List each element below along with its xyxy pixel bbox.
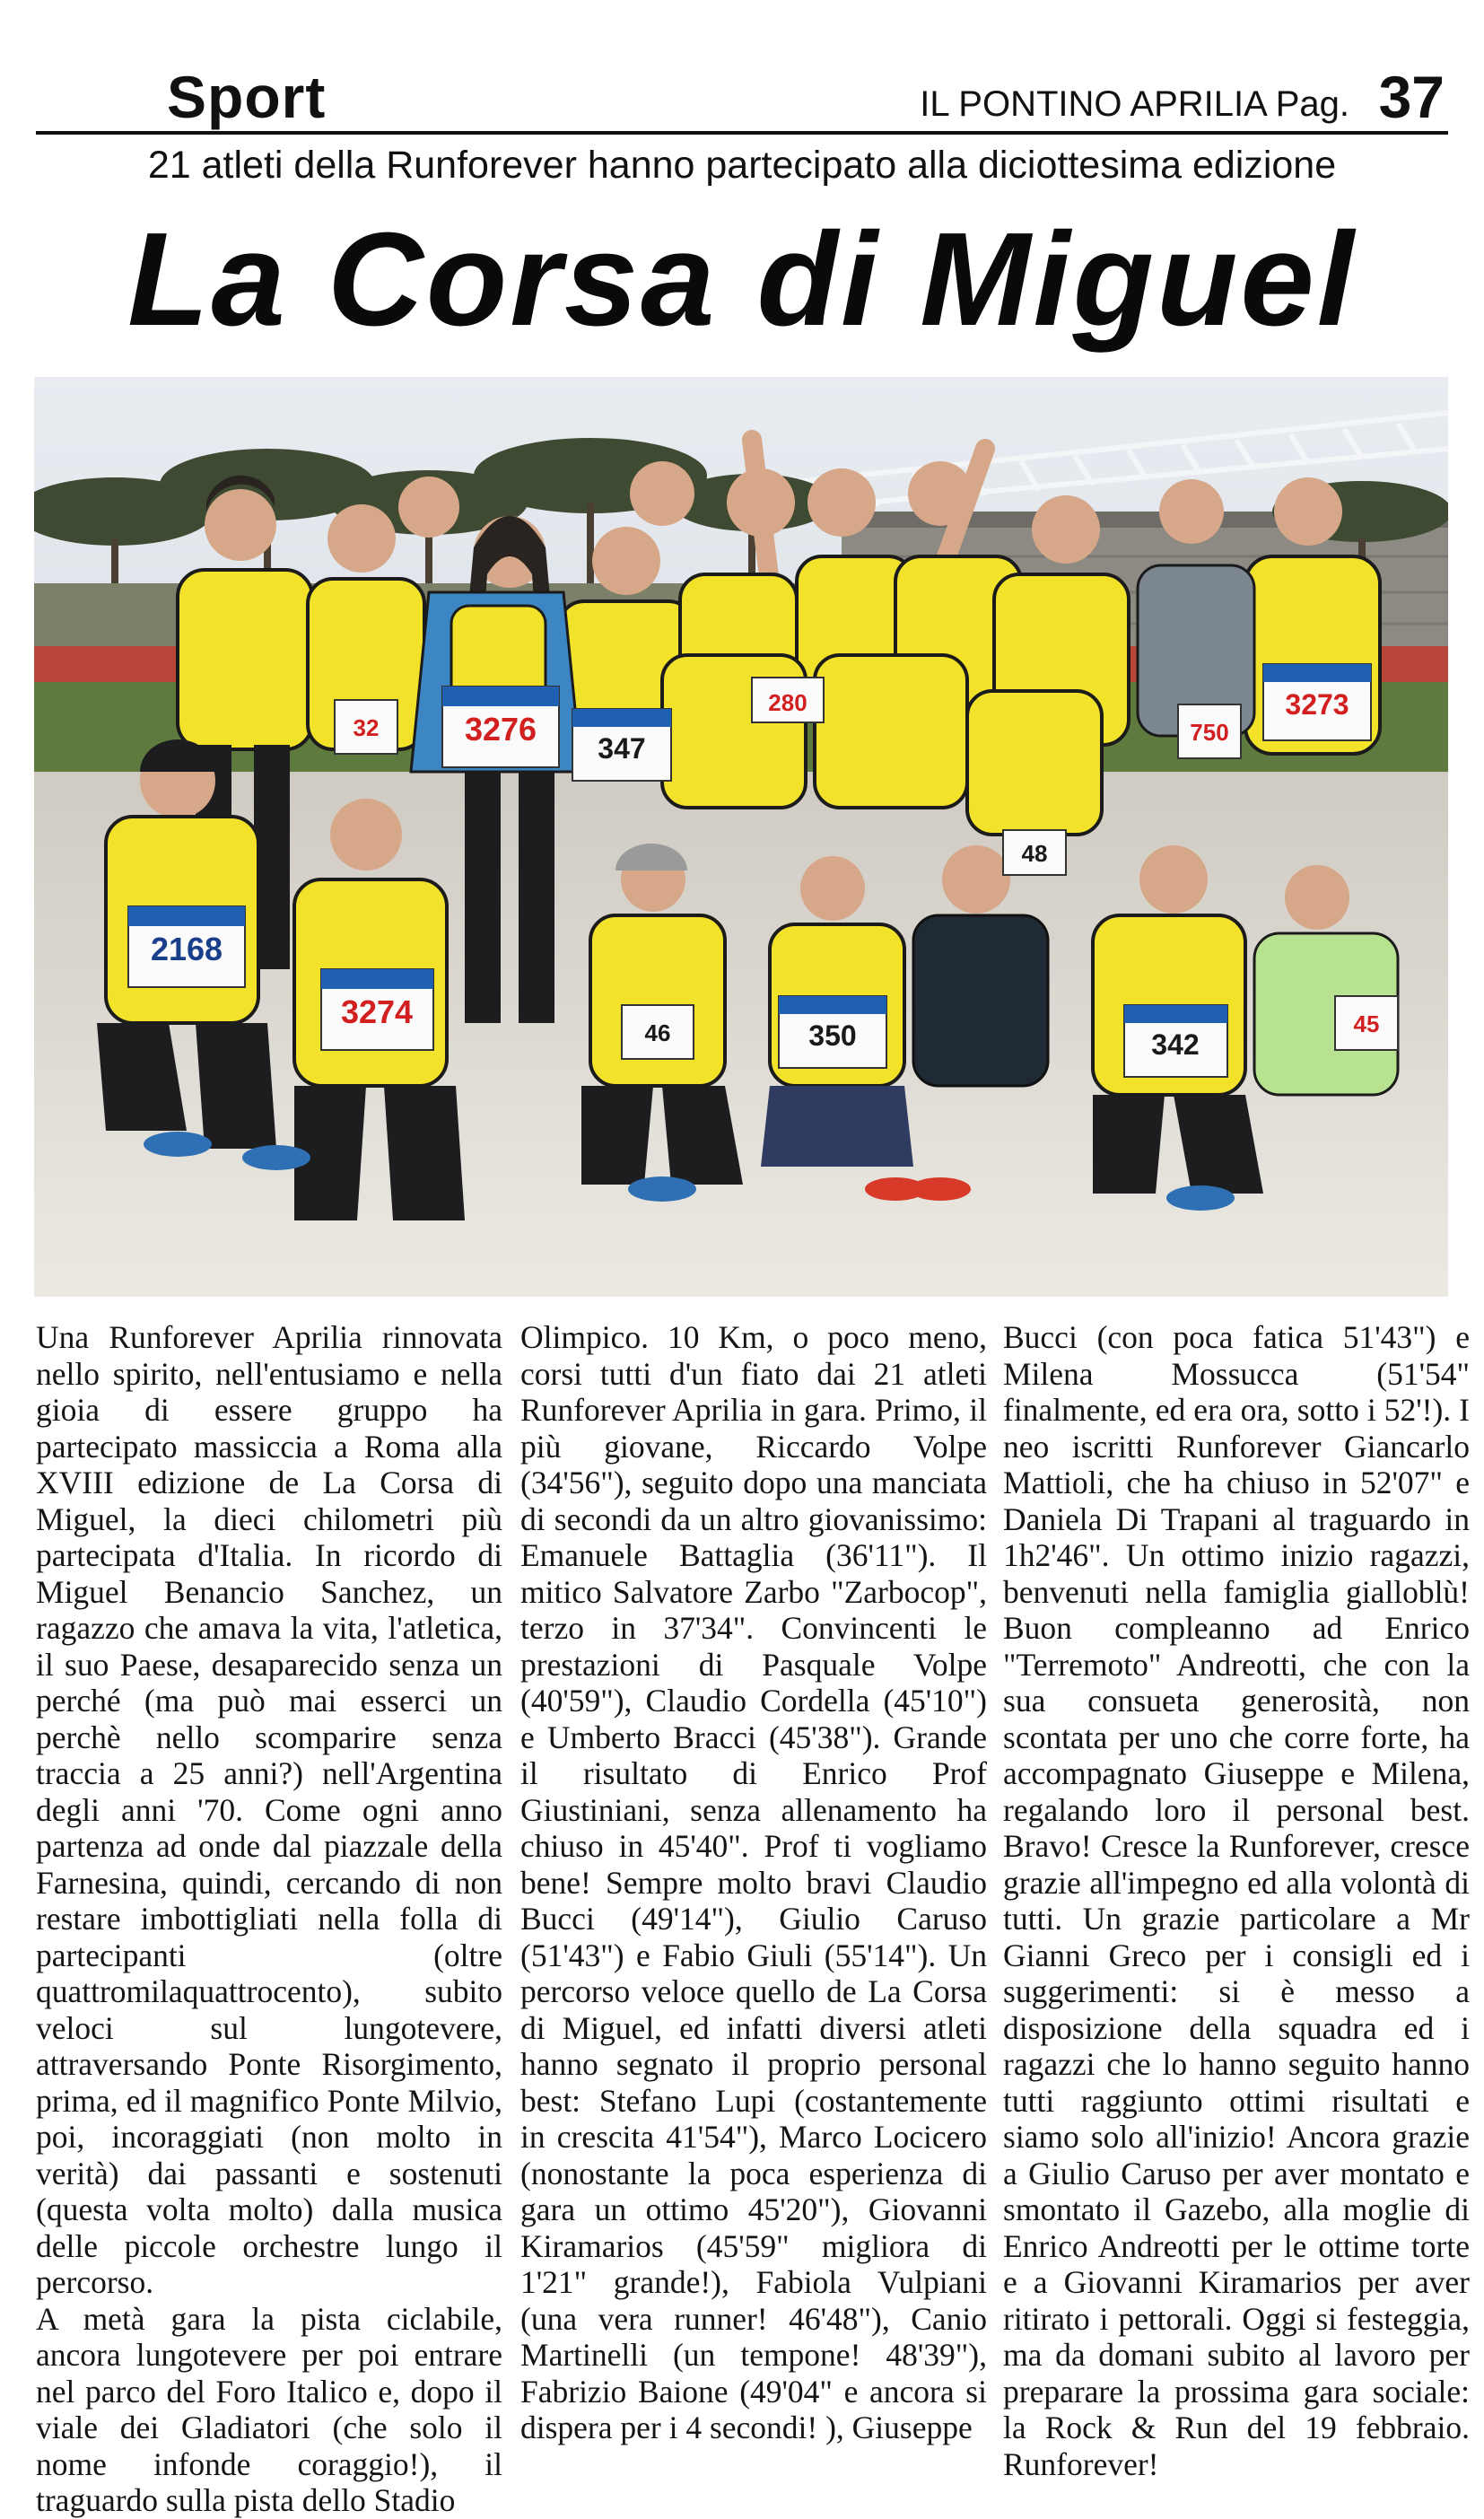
bib-number: 46	[644, 1019, 671, 1046]
bib-number: 45	[1353, 1010, 1380, 1037]
team-photo-illustration	[34, 377, 1448, 1297]
page-number: 37	[1378, 64, 1445, 130]
newspaper-name: IL PONTINO APRILIA Pag.	[920, 84, 1349, 124]
text-column-3	[1003, 1319, 1470, 2482]
bib-number: 750	[1190, 719, 1229, 746]
bib-number: 3274	[340, 993, 414, 1030]
bib-number: 3273	[1285, 688, 1349, 721]
paragraph: Olimpico. 10 Km, o poco meno, corsi tutti d'un fiato dai 21 atleti Runforever Aprilia in gara. Primo, il più giovane, Riccardo Volpe (34'56"), seguito dopo una manciata di secondi da un altro giovanissimo: Emanuele Battaglia (36'11"). Il mitico Salvatore Zarbo "Zarbocop", terzo in 37'34". Convincenti le prestazioni di Pasquale Volpe (40'59"), Claudio Cordella (45'10") e Umberto Bracci (45'38"). Grande il risultato di Enrico Prof Giustiniani, senza allenamento ha chiuso in 45'40". Prof ti vogliamo bene! Sempre molto bravi Claudio Bucci (49'14"), Giulio Caruso (51'43") e Fabio Giuli (55'14"). Un percorso veloce quello de La Corsa di Miguel, ed infatti diversi atleti hanno segnato il proprio personal best: Stefano Lupi (costantemente in crescita 41'54"), Marco Locicero (nonostante la poca esperienza di gara un ottimo 45'20"), Giovanni Kiramarios (45'59" migliora di 1'21" grande!), Fabiola Vulpiani (una vera runner! 46'48"), Canio Martinelli (un tempone! 48'39"), Fabrizio Baione (49'04" e ancora si dispera per i 4 secondi! ), Giuseppe	[520, 1319, 987, 2445]
team-photo	[34, 377, 1448, 1297]
section-title: Sport	[167, 64, 327, 130]
bib-number: 280	[768, 689, 807, 716]
article-body	[36, 1319, 1470, 2518]
bib-number: 3276	[464, 711, 537, 748]
article-kicker: 21 atleti della Runforever hanno partecipato alla diciottesima edizione	[147, 144, 1337, 187]
text-column-2	[520, 1319, 987, 2445]
bib-number: 48	[1021, 840, 1048, 867]
paragraph: Una Runforever Aprilia rinnovata nello spirito, nell'entusiamo e nella gioia di essere gruppo ha partecipato massiccia a Roma alla XVIII edizione de La Corsa di Miguel, la dieci chilometri più partecipata d'Italia. In ricordo di Miguel Benancio Sanchez, un ragazzo che amava la vita, l'atletica, il suo Paese, desaparecido senza un perché (ma può mai esserci un perchè nello scomparire senza traccia a 25 anni?) nell'Argentina degli anni '70. Come ogni anno partenza ad onde dal piazzale della Farnesina, quindi, cercando di non restare imbottigliati nella folla di partecipanti (oltre quattromilaquattrocento), subito veloci sul lungotevere, attraversando Ponte Risorgimento, prima, ed il magnifico Ponte Milvio, poi, incoraggiati (non molto in verità) dai passanti e sostenuti (questa volta molto) dalla musica delle piccole orchestre lungo il percorso.	[36, 1319, 502, 2300]
text-column-1	[36, 1319, 502, 2518]
bib-number: 32	[353, 714, 380, 741]
bib-number: 342	[1151, 1028, 1200, 1061]
page-header	[36, 63, 1448, 135]
bib-number: 350	[808, 1019, 857, 1052]
header-rule	[36, 131, 1448, 135]
paragraph: A metà gara la pista ciclabile, ancora lungotevere per poi entrare nel parco del Foro Italico e, dopo il viale dei Gladiatori (che solo il nome infonde coraggio!), il traguardo sulla pista dello Stadio	[36, 2300, 502, 2518]
bib-number: 2168	[150, 931, 223, 967]
bib-number: 347	[598, 732, 646, 765]
article-headline: La Corsa di Miguel	[127, 206, 1357, 354]
paragraph: Bucci (con poca fatica 51'43") e Milena Mossucca (51'54" finalmente, ed era ora, sotto i 52'!). I neo iscritti Runforever Giancarlo Mattioli, che ha chiuso in 52'07" e Daniela Di Trapani al traguardo in 1h2'46". Un ottimo inizio ragazzi, benvenuti nella famiglia gialloblù! Buon compleanno ad Enrico "Terremoto" Andreotti, che con la sua consueta generosità, non scontata per uno che corre forte, ha accompagnato Giuseppe e Milena, regalando loro il personal best. Bravo! Cresce la Runforever, cresce grazie all'impegno ed alla volontà di tutti. Un grazie particolare a Mr Gianni Greco per i consigli ed i suggerimenti: si è messo a disposizione della squadra ed i ragazzi che lo hanno seguito hanno tutti raggiunto ottimi risultati e siamo solo all'inizio! Ancora grazie a Giulio Caruso per aver montato e smontato il Gazebo, alla moglie di Enrico Andreotti per le ottime torte e a Giovanni Kiramarios per aver ritirato i pettorali. Oggi si festeggia, ma da domani subito al lavoro per preparare la prossima gara sociale: la Rock & Run del 19 febbraio. Runforever!	[1003, 1319, 1470, 2482]
